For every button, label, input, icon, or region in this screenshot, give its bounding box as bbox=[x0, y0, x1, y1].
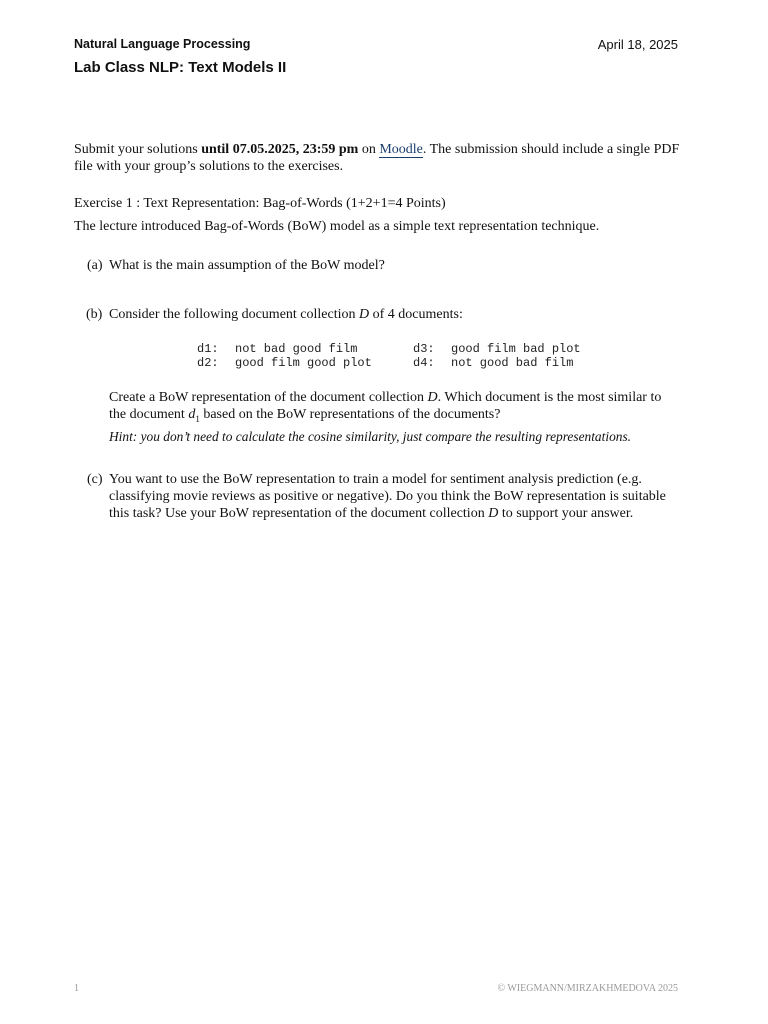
collection-symbol: D bbox=[359, 307, 370, 322]
item-a-label: (a) bbox=[87, 258, 103, 273]
item-c-text-pre: You want to use the BoW representation to train a model for sentiment analysis prediction (e.g. classifying movie reviews as positive or negative). Do you think the BoW representation is suitable this task? Use your BoW representation of the document collection bbox=[109, 472, 666, 521]
intro-prefix: Submit your solutions bbox=[74, 142, 202, 157]
item-b-hint: Hint: you don’t need to calculate the cosine similarity, just compare the resulting representations. bbox=[109, 428, 632, 444]
submission-instructions bbox=[74, 141, 682, 175]
course-name: Natural Language Processing bbox=[74, 37, 251, 51]
page-number: 1 bbox=[74, 983, 79, 994]
doc-text-d4: not good bad film bbox=[451, 356, 574, 370]
doc-text-d1: not bad good film bbox=[235, 342, 358, 356]
item-b-question bbox=[109, 306, 679, 323]
collection-symbol: D bbox=[488, 506, 499, 521]
item-c-label: (c) bbox=[87, 472, 103, 487]
exercise-heading: Exercise 1 : Text Representation: Bag-of-Words (1+2+1=4 Points) bbox=[74, 196, 446, 211]
doc-id-d4: d4: bbox=[413, 356, 435, 370]
doc-text-d2: good film good plot bbox=[235, 356, 372, 370]
page-title: Lab Class NLP: Text Models II bbox=[74, 59, 287, 76]
item-b-task-pre: Create a BoW representation of the document collection bbox=[109, 390, 428, 405]
copyright-notice: © WIEGMANN/MIRZAKHMEDOVA 2025 bbox=[497, 983, 678, 994]
item-a-question: What is the main assumption of the BoW model? bbox=[109, 258, 385, 273]
item-b-task-mid: . Which document is the most similar to the document bbox=[109, 390, 662, 422]
doc-text-d3: good film bad plot bbox=[451, 342, 581, 356]
document-subscript: 1 bbox=[195, 413, 200, 424]
moodle-link[interactable]: Moodle bbox=[379, 142, 423, 157]
deadline: until 07.05.2025, 23:59 pm bbox=[201, 142, 359, 157]
item-c-text-post: to support your answer. bbox=[498, 506, 634, 521]
item-b-text-post: of 4 documents: bbox=[369, 307, 463, 322]
doc-id-d3: d3: bbox=[413, 342, 435, 356]
intro-suffix: . The submission should include a single PDF file with your group’s solutions to the exercises. bbox=[74, 142, 680, 174]
document-date: April 18, 2025 bbox=[597, 37, 678, 52]
intro-mid: on bbox=[358, 142, 380, 157]
item-b-text-pre: Consider the following document collection bbox=[109, 307, 360, 322]
exercise-intro: The lecture introduced Bag-of-Words (BoW) model as a simple text representation technique. bbox=[74, 219, 600, 234]
item-c-question bbox=[109, 471, 679, 522]
doc-id-d2: d2: bbox=[197, 356, 219, 370]
item-b-task bbox=[109, 389, 679, 446]
collection-symbol: D bbox=[427, 390, 438, 405]
item-b-label: (b) bbox=[86, 307, 103, 322]
doc-id-d1: d1: bbox=[197, 342, 219, 356]
item-b-task-post: based on the BoW representations of the documents? bbox=[199, 407, 501, 422]
document-symbol: d bbox=[188, 407, 196, 422]
